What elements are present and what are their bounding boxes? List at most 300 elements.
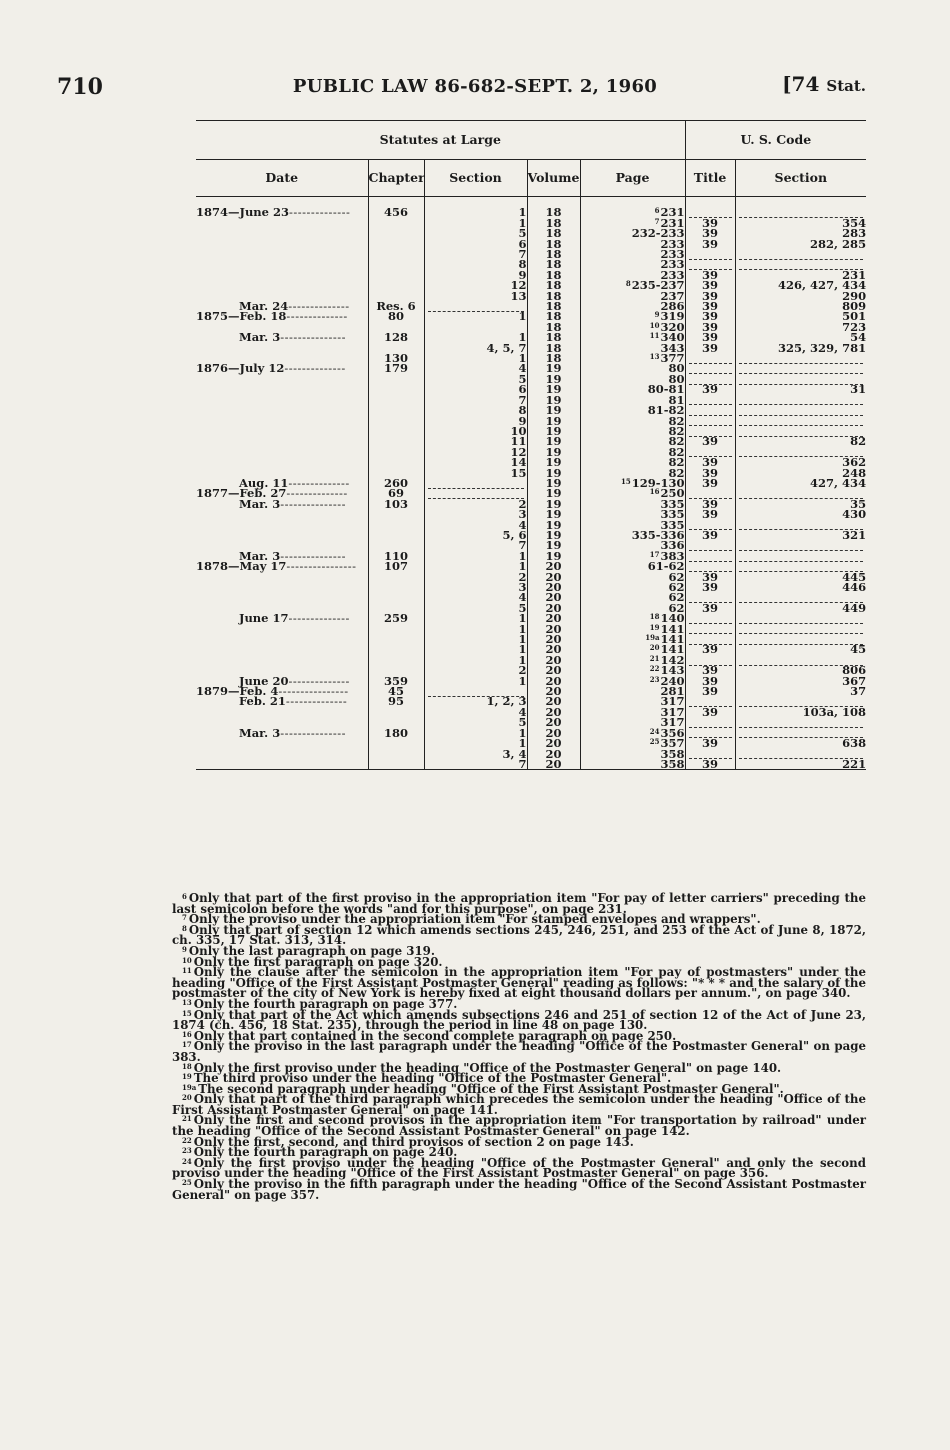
title-dash-fill: [689, 384, 732, 385]
cell-volume: 18: [527, 207, 580, 217]
us-section-dash-fill: [739, 425, 864, 426]
cell-volume: 19: [527, 405, 580, 415]
cell-section: 14: [424, 457, 527, 467]
cell-date: [196, 655, 368, 665]
cell-chapter: [368, 572, 424, 582]
footnote-text: Only the first proviso under the heading "Office of the Postmaster General" and only the second proviso under the heading "Office of the First Assistant Postmaster General" on page 356.: [172, 1155, 866, 1181]
cell-date: [196, 309, 368, 324]
footnote: [172, 1179, 866, 1200]
table-row: [196, 447, 866, 457]
table-row: [196, 332, 866, 342]
cell-volume: 20: [527, 665, 580, 675]
cell-volume: 19: [527, 509, 580, 519]
cell-date: [196, 416, 368, 426]
footnote-number: 18: [182, 1061, 192, 1071]
footnote-ref: 22: [649, 664, 660, 674]
cell-section: 1: [424, 332, 527, 342]
date-text: Aug. 11: [239, 475, 289, 490]
table-row: [196, 592, 866, 602]
cell-us-section: [735, 520, 866, 530]
cell-title: [685, 426, 735, 436]
footnote-ref: 25: [649, 737, 660, 747]
cell-title: [685, 728, 735, 738]
volume-ref-abbrev: Stat.: [826, 77, 866, 95]
table-row: [196, 228, 866, 238]
table-row: [196, 384, 866, 394]
cell-title: [685, 551, 735, 561]
cell-us-section: 248: [735, 468, 866, 478]
cell-us-section: [735, 259, 866, 269]
table-row: [196, 457, 866, 467]
cell-section: 7: [424, 540, 527, 550]
us-section-dash-fill: [739, 758, 864, 759]
us-section-dash-fill: [739, 456, 864, 457]
title-dash-fill: [689, 644, 732, 645]
cell-section: 1: [424, 613, 527, 623]
cell-section: 6: [424, 239, 527, 249]
page-text: 286: [660, 299, 685, 314]
cell-volume: 19: [527, 447, 580, 457]
leader-dots: ----------------: [286, 559, 357, 574]
leader-dots: ---------------: [280, 725, 346, 740]
page-text: 335: [660, 517, 685, 532]
cell-volume: 18: [527, 322, 580, 332]
cell-volume: 19: [527, 530, 580, 540]
cell-title: 39: [685, 759, 735, 770]
cell-us-section: [735, 395, 866, 405]
footnote-number: 7: [182, 913, 187, 923]
cell-section: 1: [424, 738, 527, 748]
page-text: 335-336: [631, 527, 685, 542]
cell-volume: 20: [527, 676, 580, 686]
footnote-number: 24: [182, 1156, 192, 1166]
page-text: 82: [668, 455, 685, 470]
cell-volume: 19: [527, 540, 580, 550]
cell-section: 1: [424, 644, 527, 654]
date-text: June 20: [239, 673, 289, 688]
page-text: 233: [660, 257, 685, 272]
cell-section: 1: [424, 311, 527, 321]
cell-date: [196, 634, 368, 644]
cell-chapter: 95: [368, 696, 424, 706]
cell-volume: 20: [527, 749, 580, 759]
page-text: 82: [668, 434, 685, 449]
cell-section: 4: [424, 707, 527, 717]
page-text: 357: [660, 736, 685, 751]
column-header-volume: Volume: [527, 160, 580, 197]
cell-volume: 18: [527, 280, 580, 290]
cell-chapter: [368, 239, 424, 249]
cell-section: 5, 6: [424, 530, 527, 540]
footnote-ref: 9: [654, 310, 660, 320]
column-header-chapter: Chapter: [368, 160, 424, 197]
cell-section: 4: [424, 520, 527, 530]
cell-title: 39: [685, 499, 735, 509]
page-text: 335: [660, 496, 685, 511]
cell-section: 5: [424, 228, 527, 238]
footnote-text: Only the proviso under the appropriation item "For stamped envelopes and wrappers".: [188, 912, 761, 927]
cell-chapter: [368, 426, 424, 436]
cell-volume: 19: [527, 499, 580, 509]
cell-us-section: 103a, 108: [735, 707, 866, 717]
cell-date: [196, 582, 368, 592]
cell-chapter: 456: [368, 207, 424, 217]
cell-section: 2: [424, 572, 527, 582]
title-dash-fill: [689, 758, 732, 759]
cell-us-section: 325, 329, 781: [735, 343, 866, 353]
cell-title: 39: [685, 582, 735, 592]
cell-title: [685, 363, 735, 373]
cell-chapter: 259: [368, 613, 424, 623]
cell-volume: 18: [527, 218, 580, 228]
page-text: 281: [660, 684, 685, 699]
footnote-text: Only that part of the Act which amends subsections 246 and 251 of section 12 of the Act of June 23, 1874 (ch. 456, 18 Stat. 235), through the period in line 48 on page 130.: [172, 1007, 866, 1033]
cell-us-section: [735, 696, 866, 706]
cell-us-section: [735, 551, 866, 561]
footnote-ref: 13: [649, 352, 660, 362]
cell-us-section: 31: [735, 384, 866, 394]
column-header-title: Title: [685, 160, 735, 197]
title-dash-fill: [689, 727, 732, 728]
us-section-dash-fill: [739, 404, 864, 405]
table-row: [196, 728, 866, 738]
cell-section: 10: [424, 426, 527, 436]
cell-date: [196, 384, 368, 394]
cell-section: 1: [424, 624, 527, 634]
table-row: [196, 259, 866, 269]
date-text: Mar. 3: [239, 496, 281, 511]
cell-chapter: [368, 707, 424, 717]
cell-chapter: [368, 644, 424, 654]
leader-dots: --------------: [286, 309, 348, 324]
cell-title: 39: [685, 707, 735, 717]
cell-chapter: [368, 457, 424, 467]
cell-chapter: 107: [368, 561, 424, 571]
footnote-number: 9: [182, 944, 187, 954]
page-text: 233: [660, 236, 685, 251]
cell-chapter: [368, 416, 424, 426]
cell-section: 3: [424, 509, 527, 519]
cell-volume: 18: [527, 291, 580, 301]
cell-section: 1: [424, 561, 527, 571]
leader-dots: --------------: [284, 361, 346, 376]
volume-ref-number: [74: [782, 72, 820, 96]
cell-us-section: 427, 434: [735, 478, 866, 488]
cell-chapter: [368, 270, 424, 280]
page-text: 80: [668, 361, 685, 376]
cell-date: [196, 611, 368, 626]
page-text: 320: [660, 319, 685, 334]
footnote-ref: 18: [649, 612, 660, 622]
cell-chapter: [368, 592, 424, 602]
section-dash-fill: [428, 311, 524, 312]
page-text: 237: [660, 288, 685, 303]
table-row: [196, 311, 866, 321]
footnote-ref: 19a: [645, 633, 660, 643]
cell-volume: 20: [527, 561, 580, 571]
cell-date: [196, 228, 368, 238]
footnote-number: 10: [182, 955, 192, 965]
us-section-dash-fill: [739, 623, 864, 624]
footnote-text: Only the clause after the semicolon in the appropriation item "For pay of postmasters" under the heading "Office of the First Assistant Postmaster General" reading as follows: "* * * and the salary of the postmaster of the city of New York is hereby fixed at eight thousand dollars per annum.", on page 340.: [172, 965, 866, 1001]
footnote-text: Only the last paragraph on page 319.: [188, 943, 435, 958]
page-text: 141: [660, 632, 685, 647]
cell-section: 2: [424, 499, 527, 509]
cell-section: [424, 686, 527, 696]
table-row: [196, 644, 866, 654]
date-text: Mar. 3: [239, 725, 281, 740]
cell-us-section: 283: [735, 228, 866, 238]
footnote-number: 19a: [182, 1082, 197, 1092]
us-section-dash-fill: [739, 633, 864, 634]
footnotes: [172, 893, 866, 1200]
page-text: 317: [660, 715, 685, 730]
footnote-ref: 21: [649, 653, 660, 663]
cell-section: 1: [424, 218, 527, 228]
cell-us-section: [735, 634, 866, 644]
cell-section: 11: [424, 436, 527, 446]
cell-chapter: [368, 759, 424, 770]
cell-section: 12: [424, 447, 527, 457]
footnote: [172, 893, 866, 914]
cell-title: 39: [685, 218, 735, 228]
cell-title: [685, 624, 735, 634]
cell-chapter: [368, 384, 424, 394]
cell-chapter: 179: [368, 363, 424, 373]
footnote: [172, 1007, 866, 1033]
cell-us-section: 638: [735, 738, 866, 748]
cell-section: 15: [424, 468, 527, 478]
cell-volume: 20: [527, 738, 580, 748]
us-section-dash-fill: [739, 737, 864, 738]
cell-us-section: 430: [735, 509, 866, 519]
cell-volume: 19: [527, 363, 580, 373]
cell-title: 39: [685, 530, 735, 540]
section-dash-fill: [428, 696, 524, 697]
leader-dots: ---------------: [280, 548, 346, 563]
table-row: [196, 207, 866, 217]
cell-us-section: 290: [735, 291, 866, 301]
cell-chapter: 180: [368, 728, 424, 738]
cell-section: 5: [424, 717, 527, 727]
cell-us-section: 354: [735, 218, 866, 228]
footnote-text: Only the first, second, and third provisos of section 2 on page 143.: [193, 1134, 634, 1149]
page-text: 129-130: [631, 475, 685, 490]
footnote-text: The second paragraph under heading "Office of the First Assistant Postmaster General".: [198, 1081, 784, 1096]
page-text: 62: [668, 569, 685, 584]
table-row: [196, 759, 866, 770]
table-row: [196, 499, 866, 509]
us-section-dash-fill: [739, 561, 864, 562]
page-number: 710: [57, 74, 103, 100]
footnote-ref: 8: [625, 279, 631, 289]
date-text: Mar. 3: [239, 330, 281, 345]
cell-title: [685, 749, 735, 759]
cell-volume: 20: [527, 759, 580, 770]
cell-section: 7: [424, 759, 527, 770]
statutes-table: [196, 120, 866, 770]
cell-us-section: 501: [735, 311, 866, 321]
footnote: [172, 1155, 866, 1181]
cell-title: 39: [685, 478, 735, 488]
cell-section: 1: [424, 551, 527, 561]
date-text: Feb. 21: [239, 694, 286, 709]
cell-volume: 19: [527, 468, 580, 478]
page-text: 233: [660, 247, 685, 262]
cell-volume: 20: [527, 572, 580, 582]
title-dash-fill: [689, 269, 732, 270]
cell-chapter: 128: [368, 332, 424, 342]
cell-chapter: 130: [368, 353, 424, 363]
cell-title: 39: [685, 384, 735, 394]
cell-volume: 19: [527, 551, 580, 561]
cell-date: [196, 457, 368, 467]
cell-chapter: [368, 228, 424, 238]
cell-title: [685, 416, 735, 426]
footnote-text: Only the fourth paragraph on page 240.: [193, 1145, 458, 1160]
cell-volume: 19: [527, 384, 580, 394]
cell-volume: 18: [527, 249, 580, 259]
us-section-dash-fill: [739, 436, 864, 437]
cell-us-section: 446: [735, 582, 866, 592]
cell-us-section: 82: [735, 436, 866, 446]
us-section-dash-fill: [739, 415, 864, 416]
cell-section: [424, 488, 527, 498]
title-dash-fill: [689, 498, 732, 499]
footnote: [172, 967, 866, 999]
table-row: [196, 363, 866, 373]
cell-us-section: [735, 416, 866, 426]
cell-chapter: 69: [368, 488, 424, 498]
footnote-text: Only the first and second provisos in the appropriation item "For transportation by railroad" under the heading "Office of the Second Assistant Postmaster General" on page 142.: [172, 1113, 866, 1139]
leader-dots: ---------------: [280, 496, 346, 511]
footnote: [172, 922, 866, 948]
cell-chapter: 359: [368, 676, 424, 686]
cell-date: [196, 530, 368, 540]
footnote-number: 16: [182, 1029, 192, 1039]
cell-volume: 18: [527, 353, 580, 363]
footnote-number: 25: [182, 1178, 192, 1188]
date-text: 1875—Feb. 18: [196, 309, 287, 324]
page-text: 82: [668, 444, 685, 459]
title-dash-fill: [689, 363, 732, 364]
cell-date: [196, 426, 368, 436]
cell-us-section: 426, 427, 434: [735, 280, 866, 290]
date-text: 1879—Feb. 4: [196, 684, 279, 699]
table-row: [196, 239, 866, 249]
cell-section: 8: [424, 405, 527, 415]
page-text: 250: [660, 486, 685, 501]
title-dash-fill: [689, 259, 732, 260]
cell-title: [685, 447, 735, 457]
table-body: [196, 197, 866, 770]
page-text: 240: [660, 673, 685, 688]
cell-us-section: [735, 426, 866, 436]
table-row: [196, 613, 866, 623]
title-dash-fill: [689, 571, 732, 572]
cell-section: 8: [424, 259, 527, 269]
title-dash-fill: [689, 404, 732, 405]
cell-volume: 19: [527, 426, 580, 436]
page-text: 340: [660, 330, 685, 345]
cell-volume: 20: [527, 644, 580, 654]
table-row: [196, 696, 866, 706]
cell-date: [196, 447, 368, 457]
us-section-dash-fill: [739, 602, 864, 603]
us-section-dash-fill: [739, 384, 864, 385]
cell-title: 39: [685, 280, 735, 290]
title-dash-fill: [689, 737, 732, 738]
page-text: 336: [660, 538, 685, 553]
footnote-ref: 20: [649, 643, 660, 653]
footnote-number: 17: [182, 1040, 192, 1050]
cell-volume: 19: [527, 457, 580, 467]
page-text: 231: [660, 215, 685, 230]
column-header-us-section: Section: [735, 160, 866, 197]
group-header-statutes: Statutes at Large: [196, 121, 685, 160]
cell-section: 1: [424, 728, 527, 738]
page-text: 62: [668, 600, 685, 615]
cell-chapter: 260: [368, 478, 424, 488]
cell-date: [196, 330, 368, 345]
footnote-ref: 17: [649, 549, 660, 559]
cell-title: 39: [685, 311, 735, 321]
footnote-number: 21: [182, 1114, 192, 1124]
footnote-ref: 24: [649, 726, 660, 736]
cell-us-section: 367: [735, 676, 866, 686]
footnote-ref: 11: [649, 331, 660, 341]
cell-title: 39: [685, 322, 735, 332]
title-dash-fill: [689, 623, 732, 624]
page-text: 356: [660, 725, 685, 740]
cell-title: 39: [685, 332, 735, 342]
cell-us-section: [735, 728, 866, 738]
footnote-number: 22: [182, 1135, 192, 1145]
cell-section: 1: [424, 676, 527, 686]
cell-title: [685, 696, 735, 706]
leader-dots: --------------: [289, 205, 351, 220]
table-row: [196, 561, 866, 571]
column-header-date: Date: [196, 160, 368, 197]
us-section-dash-fill: [739, 550, 864, 551]
page-header: [0, 70, 950, 100]
cell-chapter: [368, 749, 424, 759]
footnote-number: 19: [182, 1072, 192, 1082]
cell-title: 39: [685, 270, 735, 280]
cell-volume: 18: [527, 228, 580, 238]
cell-volume: 18: [527, 343, 580, 353]
cell-section: 12: [424, 280, 527, 290]
cell-chapter: [368, 447, 424, 457]
cell-chapter: [368, 374, 424, 384]
cell-volume: 19: [527, 395, 580, 405]
cell-chapter: [368, 249, 424, 259]
page-text: 141: [660, 621, 685, 636]
table-row: [196, 634, 866, 644]
cell-volume: 18: [527, 239, 580, 249]
cell-chapter: [368, 582, 424, 592]
cell-us-section: 54: [735, 332, 866, 342]
cell-date: [196, 361, 368, 376]
cell-date: [196, 405, 368, 415]
column-header-page: Page: [580, 160, 685, 197]
title-dash-fill: [689, 706, 732, 707]
cell-volume: 19: [527, 520, 580, 530]
footnote-ref: 23: [649, 674, 660, 684]
footnote-text: Only the fourth paragraph on page 377.: [193, 996, 458, 1011]
footnote-number: 11: [182, 966, 192, 976]
cell-title: 39: [685, 228, 735, 238]
